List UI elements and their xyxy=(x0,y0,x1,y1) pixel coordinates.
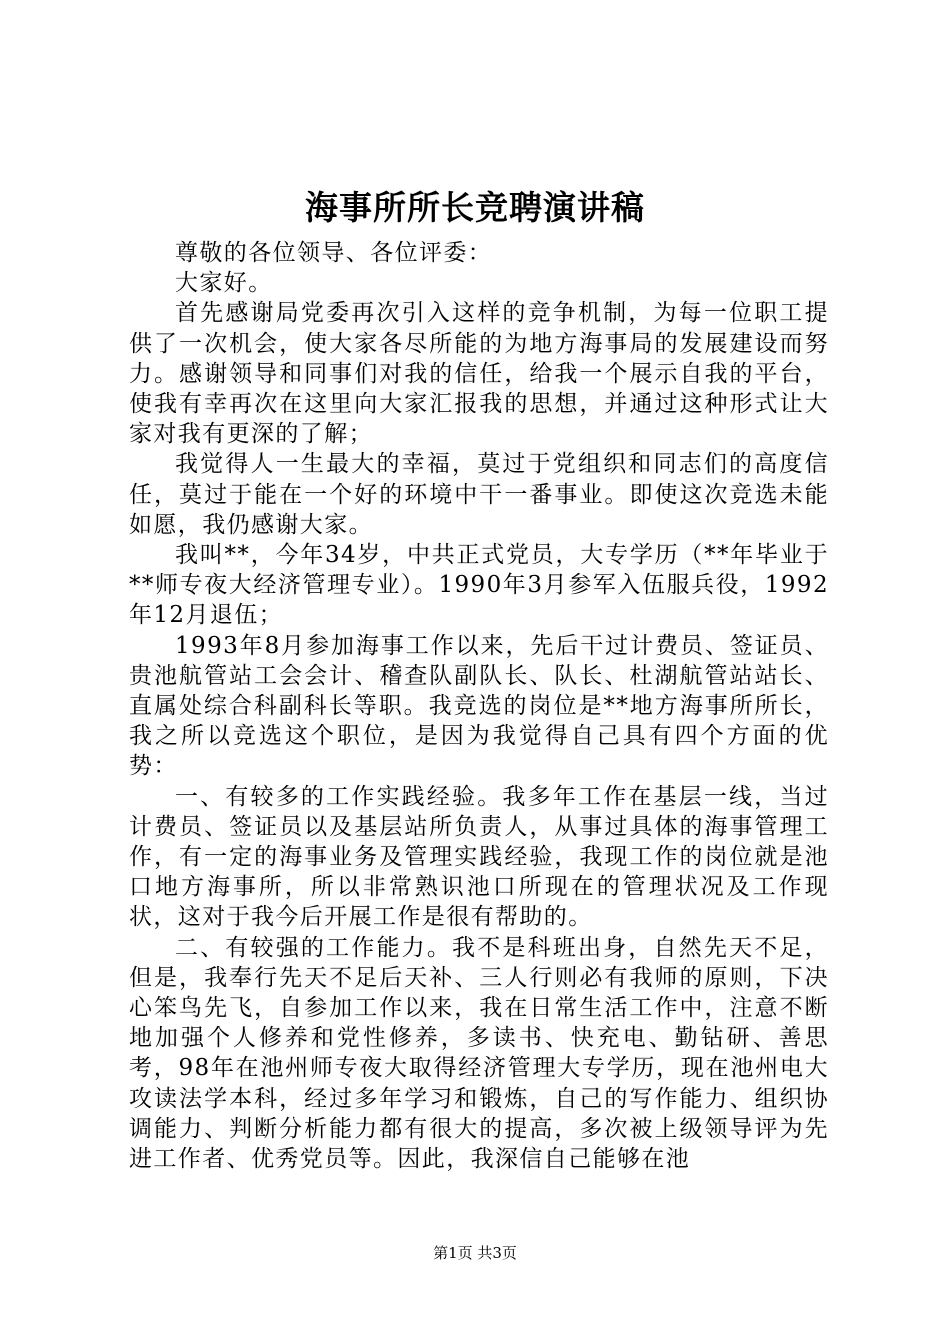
paragraph-greeting: 大家好。 xyxy=(175,270,273,297)
document-body xyxy=(129,238,829,1174)
page-footer: 第1页 共3页 xyxy=(433,1244,517,1262)
paragraph-advantage-one: 一、有较多的工作实践经验。我多年工作在基层一线，当过计费员、签证员以及基层站所负责人，从事过具体的海事管理工作，有一定的海事业务及管理实践经验，我现工作的岗位就是池口地方海事所，所以非常熟识池口所现在的管理状况及工作现状，这对于我今后开展工作是很有帮助的。 xyxy=(129,783,829,931)
document-title: 海事所所长竞聘演讲稿 xyxy=(305,188,645,227)
paragraph-happiness: 我觉得人一生最大的幸福，莫过于党组织和同志们的高度信任，莫过于能在一个好的环境中干一番事业。即使这次竞选未能如愿，我仍感谢大家。 xyxy=(129,451,829,538)
paragraph-career: 1993年8月参加海事工作以来，先后干过计费员、签证员、贵池航管站工会会计、稽查队副队长、队长、杜湖航管站站长、直属处综合科副科长等职。我竞选的岗位是**地方海事所所长，我之所以竞选这个职位，是因为我觉得自己具有四个方面的优势： xyxy=(129,632,829,780)
paragraph-thanks: 首先感谢局党委再次引入这样的竞争机制，为每一位职工提供了一次机会，使大家各尽所能的为地方海事局的发展建设而努力。感谢领导和同事们对我的信任，给我一个展示自我的平台，使我有幸再次在这里向大家汇报我的思想，并通过这种形式让大家对我有更深的了解； xyxy=(129,300,829,448)
paragraph-salutation: 尊敬的各位领导、各位评委： xyxy=(175,240,493,266)
paragraph-advantage-two: 二、有较强的工作能力。我不是科班出身，自然先天不足，但是，我奉行先天不足后天补、三人行则必有我师的原则，下决心笨鸟先飞，自参加工作以来，我在日常生活工作中，注意不断地加强个人修养和党性修养，多读书、快充电、勤钻研、善思考，98年在池州师专夜大取得经济管理大专学历，现在池州电大攻读法学本科，经过多年学习和锻炼，自己的写作能力、组织协调能力、判断分析能力都有很大的提高，多次被上级领导评为先进工作者、优秀党员等。因此，我深信自己能够在池 xyxy=(129,934,829,1173)
paragraph-introduction: 我叫**，今年34岁，中共正式党员，大专学历（**年毕业于**师专夜大经济管理专业）。1990年3月参军入伍服兵役，1992年12月退伍； xyxy=(129,542,829,629)
